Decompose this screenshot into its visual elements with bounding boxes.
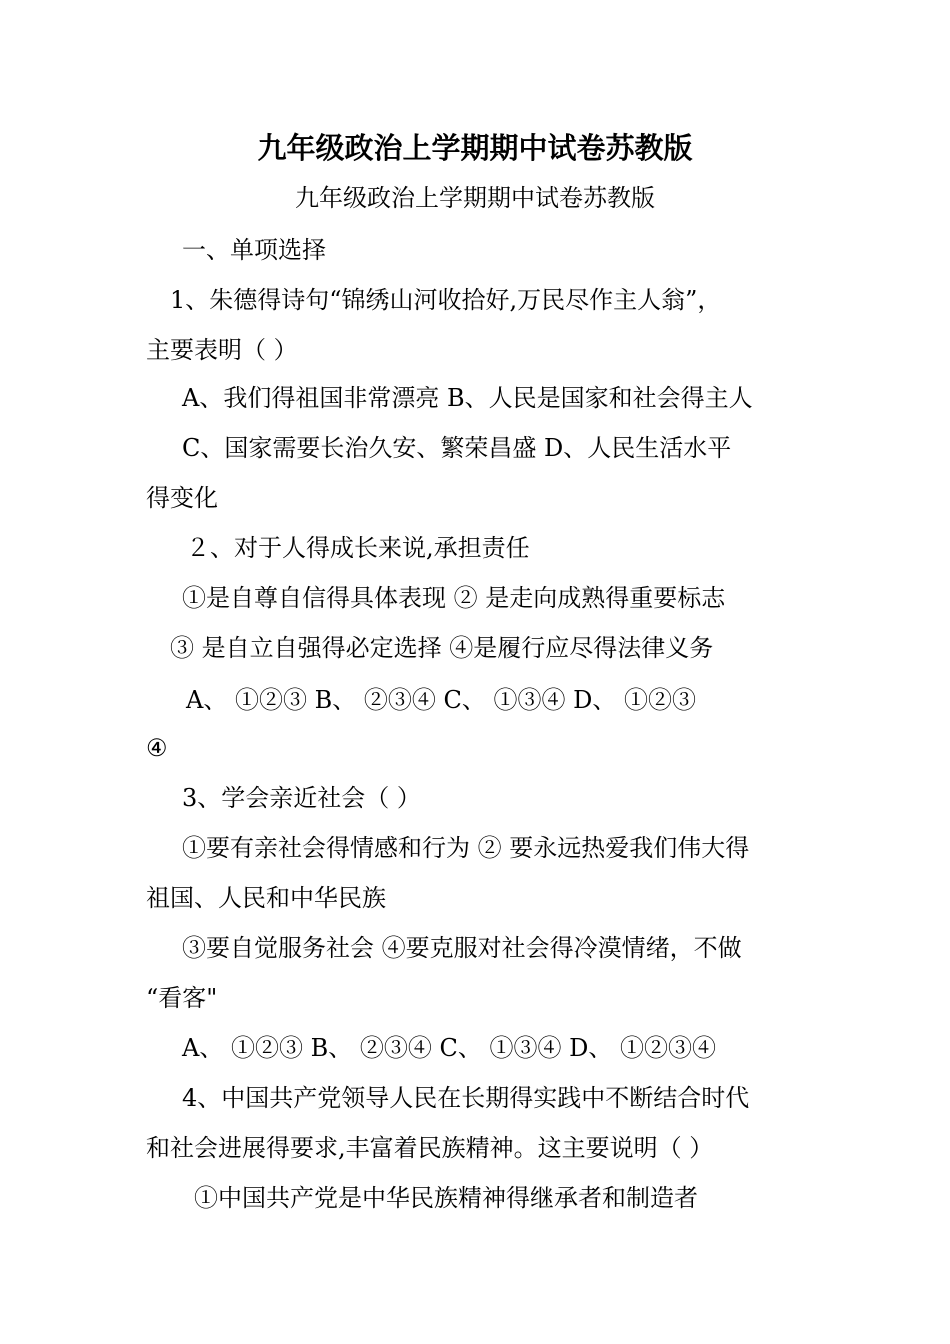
- section-heading: 一、单项选择: [182, 236, 326, 264]
- document-title: 九年级政治上学期期中试卷苏教版: [257, 131, 693, 165]
- document-subtitle: 九年级政治上学期期中试卷苏教版: [295, 184, 655, 212]
- question-1-stem: 1、朱德得诗句“锦绣山河收拾好,万民尽作主人翁”，: [170, 286, 722, 314]
- question-3-stem: 3、学会亲近社会（ ）: [182, 784, 421, 812]
- question-2-stem: ２、对于人得成长来说,承担责任: [186, 534, 530, 562]
- question-3-options: A、 ①②③ B、 ②③④ C、 ①③④ D、 ①②③④: [182, 1034, 716, 1062]
- question-1-options-cd: C、国家需要长治久安、繁荣昌盛 D、人民生活水平: [182, 434, 732, 462]
- question-2-statements-34: ③ 是自立自强得必定选择 ④是履行应尽得法律义务: [170, 634, 714, 662]
- question-1-stem-cont: 主要表明（ ）: [146, 336, 298, 364]
- question-3-statements-12: ①要有亲社会得情感和行为 ② 要永远热爱我们伟大得: [182, 834, 750, 862]
- question-2-options: A、 ①②③ B、 ②③④ C、 ①③④ D、 ①②③: [186, 686, 696, 714]
- question-2-options-cont: ④: [146, 734, 168, 762]
- question-3-statements-34: ③要自觉服务社会 ④要克服对社会得冷漠情绪，不做: [182, 934, 742, 962]
- question-4-statement-1: ①中国共产党是中华民族精神得继承者和制造者: [194, 1184, 698, 1212]
- question-4-stem-cont: 和社会进展得要求,丰富着民族精神。这主要说明（ ）: [146, 1134, 714, 1162]
- question-3-statements-cont2: “看客": [146, 984, 218, 1012]
- question-4-stem: 4、中国共产党领导人民在长期得实践中不断结合时代: [182, 1084, 750, 1112]
- question-2-statements-12: ①是自尊自信得具体表现 ② 是走向成熟得重要标志: [182, 584, 726, 612]
- question-1-options-cont: 得变化: [146, 484, 218, 512]
- question-3-statements-cont: 祖国、人民和中华民族: [146, 884, 386, 912]
- question-1-options-ab: A、我们得祖国非常漂亮 B、人民是国家和社会得主人: [182, 384, 753, 412]
